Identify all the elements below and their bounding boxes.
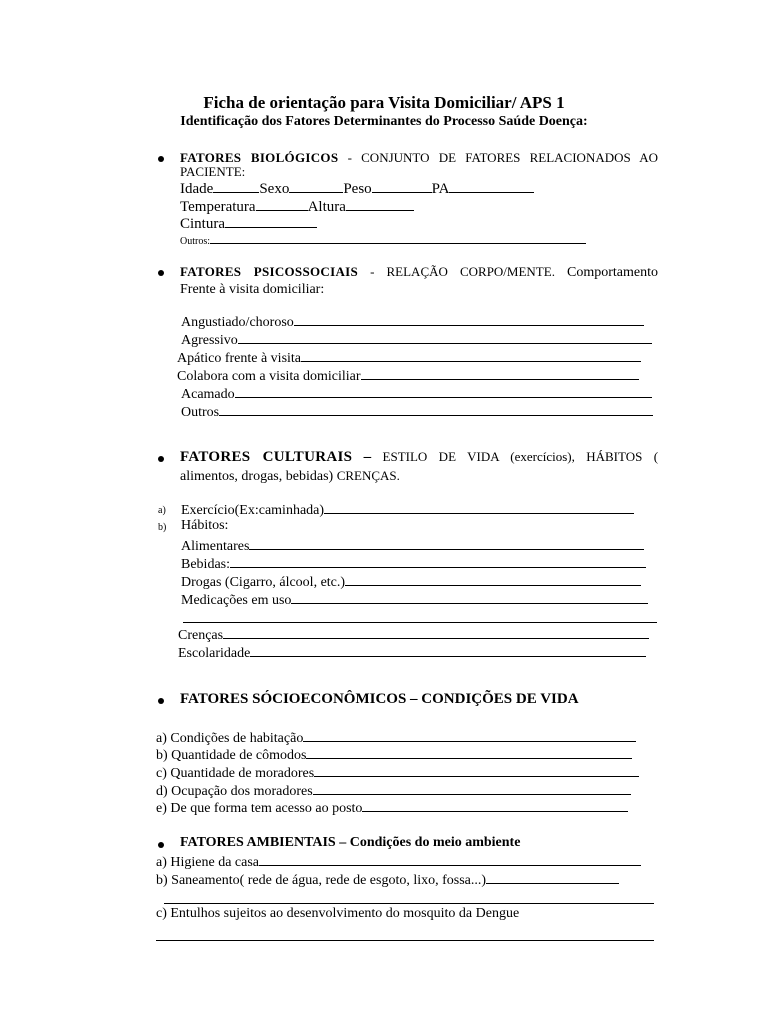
bullet-icon [158,842,164,848]
outros-field[interactable] [210,234,586,244]
psicossociais-line2: Frente à visita domiciliar: [180,282,325,297]
culturais-b-marker: b) [158,522,167,533]
habito-item-field[interactable] [345,573,641,586]
psicossociais-heading: FATORES PSICOSSOCIAIS [180,264,359,279]
psico-item-3 [177,349,641,367]
crencas-field[interactable] [223,626,649,639]
habito-item-field[interactable] [249,537,644,550]
bullet-icon [158,456,164,462]
socio-item-1 [156,729,636,747]
saneamento-field[interactable] [486,871,619,884]
psico-item-1 [181,313,644,331]
idade-field[interactable] [213,180,259,193]
psico-item-4 [177,367,639,385]
pa-label: PA [431,181,450,197]
psico-item-label: Acamado [181,387,235,402]
peso-label: Peso [343,181,372,197]
psico-item-field[interactable] [361,367,639,380]
habito-item-4 [181,591,648,609]
psico-item-field[interactable] [219,403,653,416]
habito-item-2 [181,555,646,573]
culturais-line2a: alimentos, drogas, bebidas) [180,469,334,484]
psico-item-field[interactable] [235,385,652,398]
altura-field[interactable] [346,198,414,211]
habito-item-label: Bebidas: [181,557,230,572]
socio-item-label: c) Quantidade de moradores [156,766,315,781]
biologicos-row-1 [180,180,534,198]
sexo-label: Sexo [259,181,290,197]
socio-item-2 [156,746,632,764]
psico-item-label: Outros [181,405,220,420]
temperatura-field[interactable] [256,198,308,211]
habito-item-label: Alimentares [181,539,250,554]
psico-item-field[interactable] [294,313,644,326]
habito-item-1 [181,537,644,555]
psicossociais-heading-row [180,264,658,281]
habito-item-label: Medicações em uso [181,593,292,608]
higiene-field[interactable] [259,853,641,866]
socio-item-label: e) De que forma tem acesso ao posto [156,801,363,816]
escolaridade-field[interactable] [250,644,646,657]
escolaridade-row [178,644,646,662]
bullet-icon [158,698,164,704]
socio-item-field[interactable] [362,799,628,812]
habitos-label: Hábitos: [181,518,229,533]
culturais-line2b: CRENÇAS. [336,468,400,483]
psico-item-6 [181,403,653,421]
temperatura-label: Temperatura [180,199,256,215]
page-title: Ficha de orientação para Visita Domiciliar/ APS 1 [203,93,565,112]
cintura-field[interactable] [225,215,317,228]
socio-item-label: d) Ocupação dos moradores [156,784,313,799]
culturais-desc: ESTILO DE VIDA (exercícios), HÁBITOS ( [382,449,659,464]
psicossociais-comp: Comportamento [567,265,659,280]
habito-item-field[interactable] [230,555,646,568]
escolaridade-label: Escolaridade [178,646,251,661]
socio-item-field[interactable] [313,782,631,795]
exercicio-row [181,501,634,519]
socioeconomicos-heading: FATORES SÓCIOECONÔMICOS – CONDIÇÕES DE VIDA [180,691,579,707]
entulhos-field[interactable] [156,928,654,941]
socio-item-label: b) Quantidade de cômodos [156,748,307,763]
socio-item-field[interactable] [314,764,639,777]
habito-item-label: Drogas (Cigarro, álcool, etc.) [181,575,346,590]
ambientais-heading: FATORES AMBIENTAIS – Condições do meio ambiente [180,835,521,850]
biologicos-desc: - CONJUNTO DE FATORES RELACIONADOS AO [347,150,658,165]
socio-item-4 [156,782,631,800]
psico-item-label: Angustiado/choroso [181,315,294,330]
ambientais-a-row [156,853,641,871]
habito-item-field[interactable] [291,591,648,604]
culturais-a-marker: a) [158,505,166,516]
biologicos-desc2: PACIENTE: [180,164,246,179]
higiene-label: a) Higiene da casa [156,855,259,870]
psico-item-5 [181,385,652,403]
ambientais-b-row [156,871,619,889]
socio-item-field[interactable] [306,746,632,759]
culturais-heading: FATORES CULTURAIS [180,449,353,465]
idade-label: Idade [180,181,214,197]
psico-item-2 [181,331,652,349]
culturais-dash: – [363,449,372,465]
socio-item-label: a) Condições de habitação [156,731,304,746]
psico-item-label: Apático frente à visita [177,351,302,366]
bullet-icon [158,270,164,276]
psico-item-label: Agressivo [181,333,238,348]
biologicos-row-2 [180,198,414,216]
crencas-label: Crenças [178,628,224,643]
socio-item-field[interactable] [303,729,636,742]
culturais-line2 [180,468,400,485]
crencas-row [178,626,649,644]
altura-label: Altura [307,199,346,215]
outros-label: Outros: [180,236,210,247]
pa-field[interactable] [449,180,534,193]
biologicos-row-3 [180,215,317,233]
habito-item-3 [181,573,641,591]
page-subtitle: Identificação dos Fatores Determinantes do Processo Saúde Doença: [180,114,588,129]
cintura-label: Cintura [180,216,225,232]
bullet-icon [158,156,164,162]
medicacoes-extra-field[interactable] [183,610,657,623]
socio-item-5 [156,799,628,817]
exercicio-label: Exercício(Ex:caminhada) [181,503,325,518]
psicossociais-desc: - RELAÇÃO CORPO/MENTE. [370,264,555,279]
saneamento-label: b) Saneamento( rede de água, rede de esgoto, lixo, fossa...) [156,873,487,888]
sexo-field[interactable] [289,180,343,193]
psico-item-label: Colabora com a visita domiciliar [177,369,361,384]
biologicos-heading-row [180,150,658,166]
culturais-heading-row [180,449,658,466]
entulhos-label: c) Entulhos sujeitos ao desenvolvimento do mosquito da Dengue [156,906,520,921]
peso-field[interactable] [372,180,432,193]
psico-item-field[interactable] [238,331,652,344]
socio-item-3 [156,764,639,782]
saneamento-extra-field[interactable] [164,891,654,904]
exercicio-field[interactable] [324,501,634,514]
biologicos-row-4 [180,234,586,247]
psico-item-field[interactable] [301,349,641,362]
biologicos-heading: FATORES BIOLÓGICOS [180,150,339,165]
